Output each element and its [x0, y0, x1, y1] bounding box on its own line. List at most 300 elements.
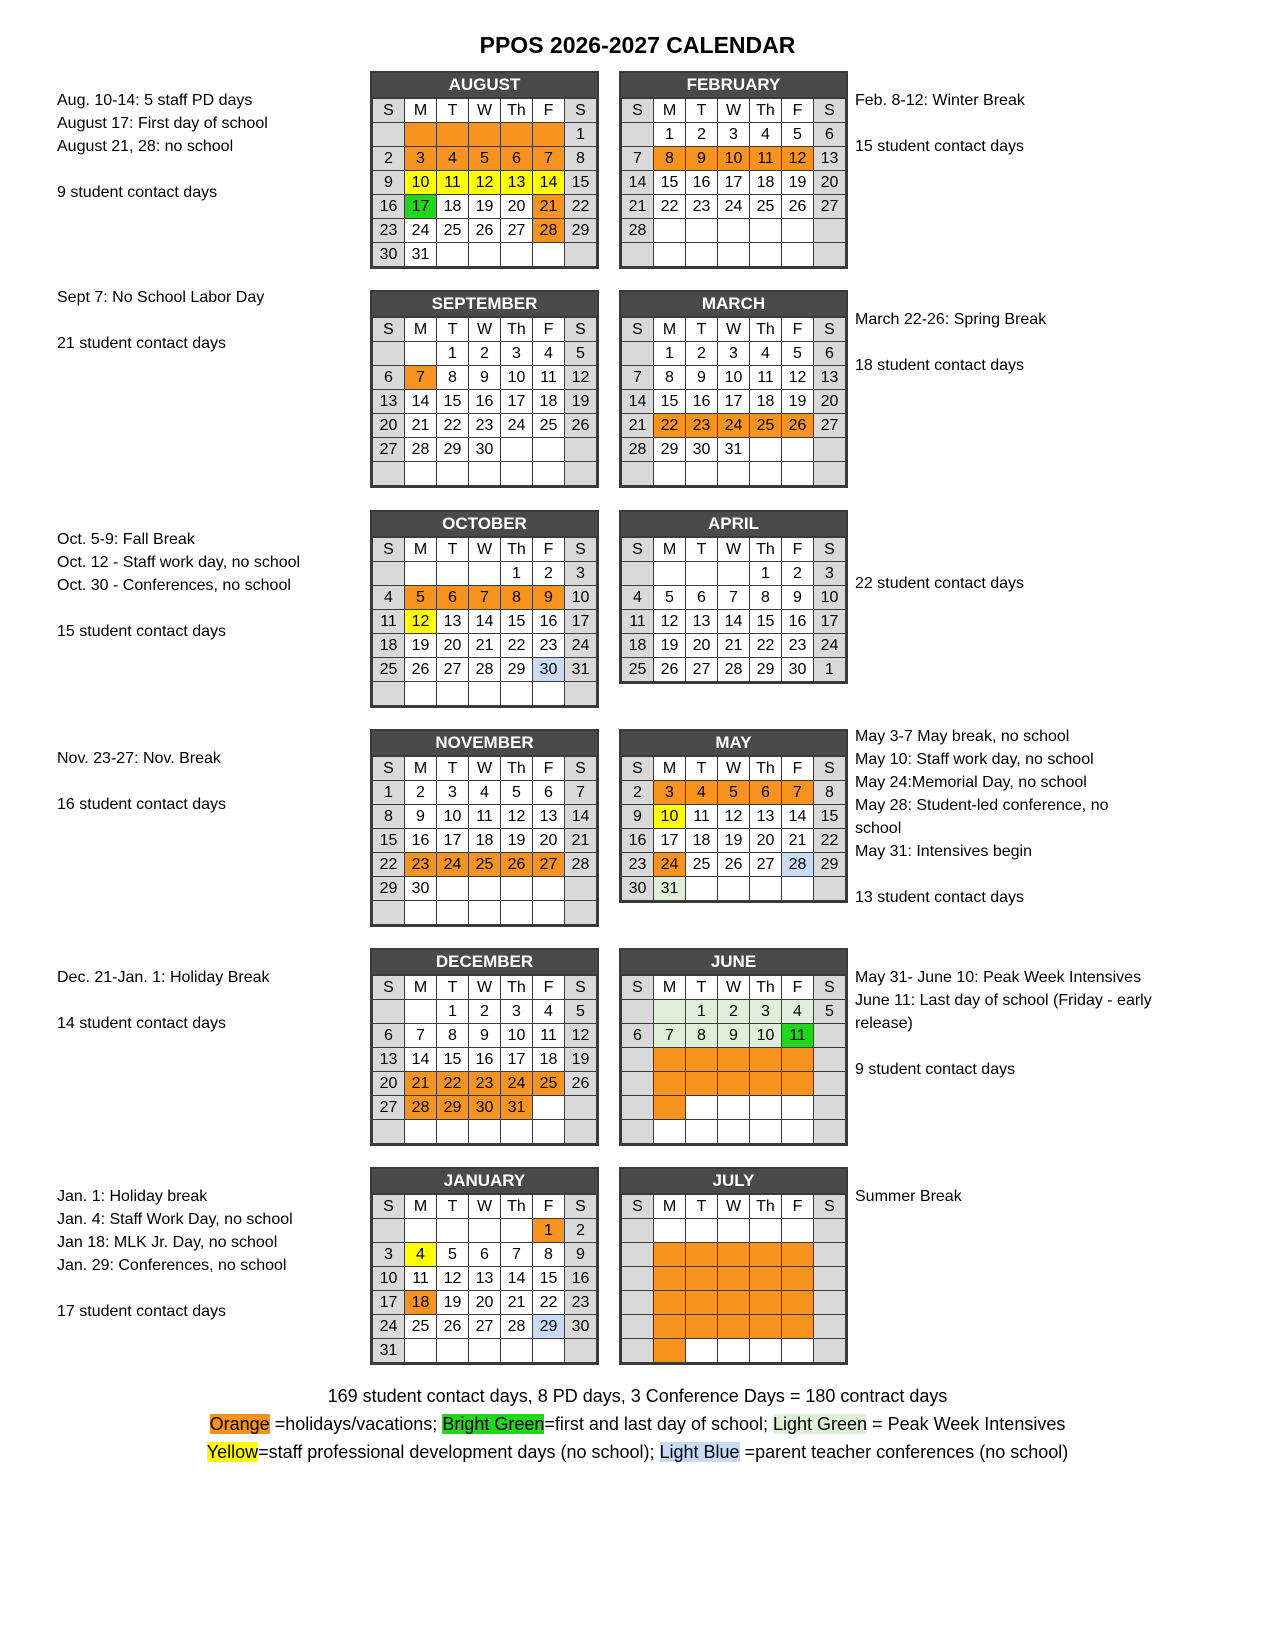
day-cell: 11 [373, 610, 405, 634]
day-cell: 30 [782, 658, 814, 682]
month-calendar-april [619, 510, 848, 684]
day-cell: 18 [373, 634, 405, 658]
day-cell: 19 [501, 829, 533, 853]
day-cell: 30 [405, 877, 437, 901]
day-cell: 30 [565, 1315, 597, 1339]
day-cell: 5 [718, 781, 750, 805]
weekday-label: M [654, 976, 686, 1000]
day-cell: 1 [565, 123, 597, 147]
week-row [622, 342, 846, 366]
day-cell: 22 [437, 414, 469, 438]
day-cell [469, 462, 501, 486]
weekday-label: F [533, 99, 565, 123]
day-cell: 5 [782, 342, 814, 366]
day-cell [686, 562, 718, 586]
weekday-label: S [622, 99, 654, 123]
day-cell: 4 [533, 342, 565, 366]
day-cell: 19 [565, 390, 597, 414]
weekday-header-row [373, 318, 597, 342]
week-row [622, 1219, 846, 1243]
weekday-label: S [814, 757, 846, 781]
day-cell: 12 [469, 171, 501, 195]
day-cell: 9 [565, 1243, 597, 1267]
week-row [373, 829, 597, 853]
day-cell: 21 [565, 829, 597, 853]
month-grid [621, 756, 846, 901]
day-cell: 13 [750, 805, 782, 829]
day-cell [814, 1120, 846, 1144]
day-cell [654, 243, 686, 267]
note-line: May 24:Memorial Day, no school [855, 774, 1087, 791]
weekday-label: T [686, 757, 718, 781]
day-cell: 19 [437, 1291, 469, 1315]
day-cell: 17 [565, 610, 597, 634]
day-cell: 7 [622, 147, 654, 171]
day-cell: 2 [565, 1219, 597, 1243]
day-cell [565, 877, 597, 901]
weekday-label: T [437, 757, 469, 781]
week-row [622, 877, 846, 901]
day-cell: 5 [501, 781, 533, 805]
day-cell: 8 [437, 1024, 469, 1048]
day-cell [654, 1000, 686, 1024]
day-cell: 14 [565, 805, 597, 829]
day-cell: 12 [565, 1024, 597, 1048]
day-cell: 2 [718, 1000, 750, 1024]
day-cell: 7 [405, 366, 437, 390]
week-row [373, 243, 597, 267]
day-cell: 19 [782, 171, 814, 195]
day-cell: 15 [814, 805, 846, 829]
weekday-label: W [469, 318, 501, 342]
summary-line: 169 student contact days, 8 PD days, 3 Conference Days = 180 contract days [327, 1386, 948, 1406]
day-cell [750, 1267, 782, 1291]
week-row [373, 1048, 597, 1072]
day-cell [750, 1096, 782, 1120]
day-cell [437, 1120, 469, 1144]
day-cell [750, 219, 782, 243]
day-cell: 11 [533, 366, 565, 390]
legend-light-green: Light Green [773, 1414, 868, 1434]
weekday-label: S [814, 318, 846, 342]
day-cell [469, 901, 501, 925]
day-cell: 18 [622, 634, 654, 658]
day-cell [501, 901, 533, 925]
day-cell [814, 1048, 846, 1072]
day-cell: 10 [565, 586, 597, 610]
day-cell [469, 682, 501, 706]
day-cell [565, 682, 597, 706]
day-cell: 3 [654, 781, 686, 805]
weekday-label: F [533, 757, 565, 781]
week-row [622, 1339, 846, 1363]
note-line [855, 863, 1109, 886]
month-calendar-february [619, 71, 848, 269]
day-cell: 20 [437, 634, 469, 658]
day-cell: 21 [533, 195, 565, 219]
day-cell [718, 877, 750, 901]
day-cell: 11 [405, 1267, 437, 1291]
day-cell: 29 [750, 658, 782, 682]
day-cell [622, 1291, 654, 1315]
legend-line-2 [0, 1442, 1275, 1463]
month-title: JUNE [621, 950, 846, 975]
day-cell: 8 [654, 147, 686, 171]
note-line: release) [855, 1015, 913, 1032]
note-line: Feb. 8-12: Winter Break [855, 92, 1025, 109]
note-line [855, 331, 1046, 354]
day-cell [654, 1291, 686, 1315]
day-cell: 5 [782, 123, 814, 147]
month-calendar-march [619, 290, 848, 488]
month-grid [372, 975, 597, 1144]
weekday-label: Th [750, 757, 782, 781]
day-cell [750, 1315, 782, 1339]
day-cell: 18 [469, 829, 501, 853]
note-line [57, 770, 226, 793]
day-cell [654, 1072, 686, 1096]
day-cell [654, 1243, 686, 1267]
month-grid [372, 1194, 597, 1363]
day-cell: 2 [373, 147, 405, 171]
day-cell: 11 [533, 1024, 565, 1048]
note-line: Jan. 1: Holiday break [57, 1188, 208, 1205]
day-cell: 18 [405, 1291, 437, 1315]
day-cell: 24 [654, 853, 686, 877]
month-notes [57, 1185, 293, 1323]
day-cell: 24 [718, 195, 750, 219]
day-cell: 11 [437, 171, 469, 195]
day-cell [782, 1219, 814, 1243]
day-cell [405, 123, 437, 147]
weekday-label: F [782, 318, 814, 342]
day-cell: 21 [469, 634, 501, 658]
day-cell: 11 [750, 366, 782, 390]
note-line [855, 1035, 1152, 1058]
week-row [373, 901, 597, 925]
day-cell: 4 [405, 1243, 437, 1267]
week-row [373, 1096, 597, 1120]
day-cell: 27 [533, 853, 565, 877]
week-row [622, 781, 846, 805]
weekday-label: S [622, 757, 654, 781]
day-cell: 24 [373, 1315, 405, 1339]
day-cell: 1 [437, 342, 469, 366]
day-cell [782, 1243, 814, 1267]
week-row [622, 562, 846, 586]
day-cell: 11 [750, 147, 782, 171]
weekday-label: M [405, 976, 437, 1000]
day-cell: 23 [565, 1291, 597, 1315]
day-cell [501, 438, 533, 462]
day-cell: 28 [622, 438, 654, 462]
day-cell [750, 1219, 782, 1243]
month-grid [372, 317, 597, 486]
month-title: NOVEMBER [372, 731, 597, 756]
week-row [373, 634, 597, 658]
note-line: May 31- June 10: Peak Week Intensives [855, 969, 1142, 986]
day-cell: 5 [437, 1243, 469, 1267]
month-calendar-october [370, 510, 599, 708]
day-cell: 9 [718, 1024, 750, 1048]
day-cell [437, 1219, 469, 1243]
day-cell: 19 [469, 195, 501, 219]
day-cell: 16 [469, 1048, 501, 1072]
day-cell: 3 [718, 342, 750, 366]
day-cell: 1 [686, 1000, 718, 1024]
day-cell: 10 [718, 366, 750, 390]
month-title: SEPTEMBER [372, 292, 597, 317]
day-cell: 30 [373, 243, 405, 267]
day-cell [565, 438, 597, 462]
day-cell: 28 [533, 219, 565, 243]
day-cell [501, 462, 533, 486]
weekday-label: F [782, 976, 814, 1000]
day-cell: 4 [782, 1000, 814, 1024]
week-row [622, 829, 846, 853]
day-cell: 22 [814, 829, 846, 853]
weekday-label: S [622, 1195, 654, 1219]
day-cell: 25 [373, 658, 405, 682]
week-row [373, 342, 597, 366]
month-calendar-june [619, 948, 848, 1146]
week-row [622, 243, 846, 267]
month-title: DECEMBER [372, 950, 597, 975]
weekday-label: S [814, 538, 846, 562]
day-cell: 19 [565, 1048, 597, 1072]
week-row [373, 171, 597, 195]
weekday-label: F [782, 757, 814, 781]
day-cell: 11 [686, 805, 718, 829]
day-cell: 2 [469, 1000, 501, 1024]
note-line: 15 student contact days [855, 138, 1024, 155]
month-notes [57, 286, 264, 355]
weekday-label: M [405, 1195, 437, 1219]
weekday-label: Th [501, 318, 533, 342]
day-cell [373, 562, 405, 586]
day-cell [718, 1315, 750, 1339]
weekday-label: M [405, 99, 437, 123]
day-cell [654, 1315, 686, 1339]
day-cell [373, 1120, 405, 1144]
note-line: 9 student contact days [57, 184, 218, 201]
day-cell: 1 [501, 562, 533, 586]
month-title: JANUARY [372, 1169, 597, 1194]
day-cell: 7 [782, 781, 814, 805]
weekday-header-row [622, 99, 846, 123]
legend-orange-desc: =holidays/vacations; [269, 1414, 443, 1434]
day-cell [405, 562, 437, 586]
week-row [622, 1000, 846, 1024]
day-cell [533, 123, 565, 147]
day-cell: 6 [501, 147, 533, 171]
day-cell: 17 [501, 1048, 533, 1072]
day-cell [622, 1339, 654, 1363]
day-cell: 24 [814, 634, 846, 658]
weekday-label: T [437, 1195, 469, 1219]
day-cell [622, 342, 654, 366]
note-line: May 28: Student-led conference, no [855, 797, 1109, 814]
day-cell: 7 [718, 586, 750, 610]
day-cell: 22 [373, 853, 405, 877]
weekday-label: S [814, 1195, 846, 1219]
day-cell: 16 [469, 390, 501, 414]
day-cell: 19 [654, 634, 686, 658]
note-line [57, 1277, 293, 1300]
day-cell [437, 462, 469, 486]
day-cell [437, 901, 469, 925]
day-cell: 26 [437, 1315, 469, 1339]
day-cell: 10 [718, 147, 750, 171]
week-row [622, 147, 846, 171]
day-cell [373, 1219, 405, 1243]
day-cell: 2 [469, 342, 501, 366]
day-cell: 17 [437, 829, 469, 853]
month-grid [372, 98, 597, 267]
note-line: August 21, 28: no school [57, 138, 234, 155]
day-cell [814, 877, 846, 901]
day-cell [750, 438, 782, 462]
month-calendar-november [370, 729, 599, 927]
day-cell [686, 243, 718, 267]
weekday-label: F [533, 538, 565, 562]
day-cell: 29 [501, 658, 533, 682]
legend-line-1 [0, 1414, 1275, 1435]
day-cell: 4 [750, 123, 782, 147]
month-calendar-january [370, 1167, 599, 1365]
month-calendar-september [370, 290, 599, 488]
day-cell: 23 [469, 414, 501, 438]
weekday-label: T [686, 976, 718, 1000]
day-cell: 22 [750, 634, 782, 658]
weekday-label: F [533, 318, 565, 342]
day-cell [814, 1096, 846, 1120]
day-cell: 8 [373, 805, 405, 829]
day-cell [437, 877, 469, 901]
day-cell: 16 [373, 195, 405, 219]
note-line: May 31: Intensives begin [855, 843, 1032, 860]
day-cell [654, 1339, 686, 1363]
day-cell: 15 [565, 171, 597, 195]
day-cell [782, 1120, 814, 1144]
day-cell [686, 1219, 718, 1243]
day-cell: 8 [437, 366, 469, 390]
week-row [622, 853, 846, 877]
day-cell: 24 [437, 853, 469, 877]
day-cell: 21 [622, 414, 654, 438]
day-cell: 9 [686, 366, 718, 390]
day-cell: 4 [469, 781, 501, 805]
day-cell: 15 [373, 829, 405, 853]
weekday-label: Th [501, 99, 533, 123]
day-cell: 9 [373, 171, 405, 195]
weekday-label: S [565, 99, 597, 123]
day-cell [782, 243, 814, 267]
day-cell [533, 1120, 565, 1144]
month-grid [621, 975, 846, 1144]
day-cell [750, 1291, 782, 1315]
day-cell [718, 1267, 750, 1291]
legend-light-green-desc: = Peak Week Intensives [867, 1414, 1066, 1434]
day-cell: 13 [501, 171, 533, 195]
day-cell: 9 [533, 586, 565, 610]
weekday-label: W [469, 1195, 501, 1219]
day-cell [718, 562, 750, 586]
day-cell [533, 462, 565, 486]
note-line: June 11: Last day of school (Friday - early [855, 992, 1152, 1009]
day-cell: 28 [565, 853, 597, 877]
day-cell [814, 219, 846, 243]
note-line [57, 158, 268, 181]
day-cell: 26 [565, 414, 597, 438]
day-cell: 25 [437, 219, 469, 243]
day-cell [782, 219, 814, 243]
day-cell: 13 [814, 366, 846, 390]
day-cell: 4 [686, 781, 718, 805]
note-line [855, 112, 1025, 135]
day-cell: 14 [533, 171, 565, 195]
weekday-label: Th [750, 99, 782, 123]
day-cell [373, 901, 405, 925]
day-cell: 3 [373, 1243, 405, 1267]
day-cell: 26 [718, 853, 750, 877]
day-cell: 12 [565, 366, 597, 390]
day-cell: 16 [686, 171, 718, 195]
day-cell: 20 [373, 1072, 405, 1096]
month-title: MARCH [621, 292, 846, 317]
day-cell: 20 [814, 171, 846, 195]
weekday-label: F [782, 538, 814, 562]
day-cell: 30 [622, 877, 654, 901]
day-cell [373, 123, 405, 147]
note-line: August 17: First day of school [57, 115, 268, 132]
week-row [373, 414, 597, 438]
weekday-label: W [718, 976, 750, 1000]
day-cell: 21 [718, 634, 750, 658]
month-grid [621, 537, 846, 682]
day-cell: 10 [437, 805, 469, 829]
weekday-label: M [405, 757, 437, 781]
day-cell: 28 [405, 438, 437, 462]
day-cell: 1 [750, 562, 782, 586]
month-grid [372, 537, 597, 706]
weekday-label: S [565, 538, 597, 562]
note-line: Oct. 5-9: Fall Break [57, 531, 195, 548]
day-cell [437, 243, 469, 267]
day-cell [782, 1339, 814, 1363]
day-cell: 7 [501, 1243, 533, 1267]
day-cell [405, 901, 437, 925]
day-cell: 25 [469, 853, 501, 877]
day-cell: 26 [654, 658, 686, 682]
day-cell: 27 [750, 853, 782, 877]
day-cell: 2 [782, 562, 814, 586]
weekday-header-row [373, 757, 597, 781]
day-cell: 2 [686, 123, 718, 147]
month-grid [621, 1194, 846, 1363]
day-cell: 26 [565, 1072, 597, 1096]
day-cell [814, 1291, 846, 1315]
week-row [373, 1000, 597, 1024]
day-cell [622, 1096, 654, 1120]
weekday-label: M [654, 318, 686, 342]
weekday-label: W [718, 99, 750, 123]
day-cell: 12 [782, 147, 814, 171]
weekday-label: S [565, 757, 597, 781]
day-cell [814, 1267, 846, 1291]
week-row [622, 195, 846, 219]
day-cell [718, 1120, 750, 1144]
